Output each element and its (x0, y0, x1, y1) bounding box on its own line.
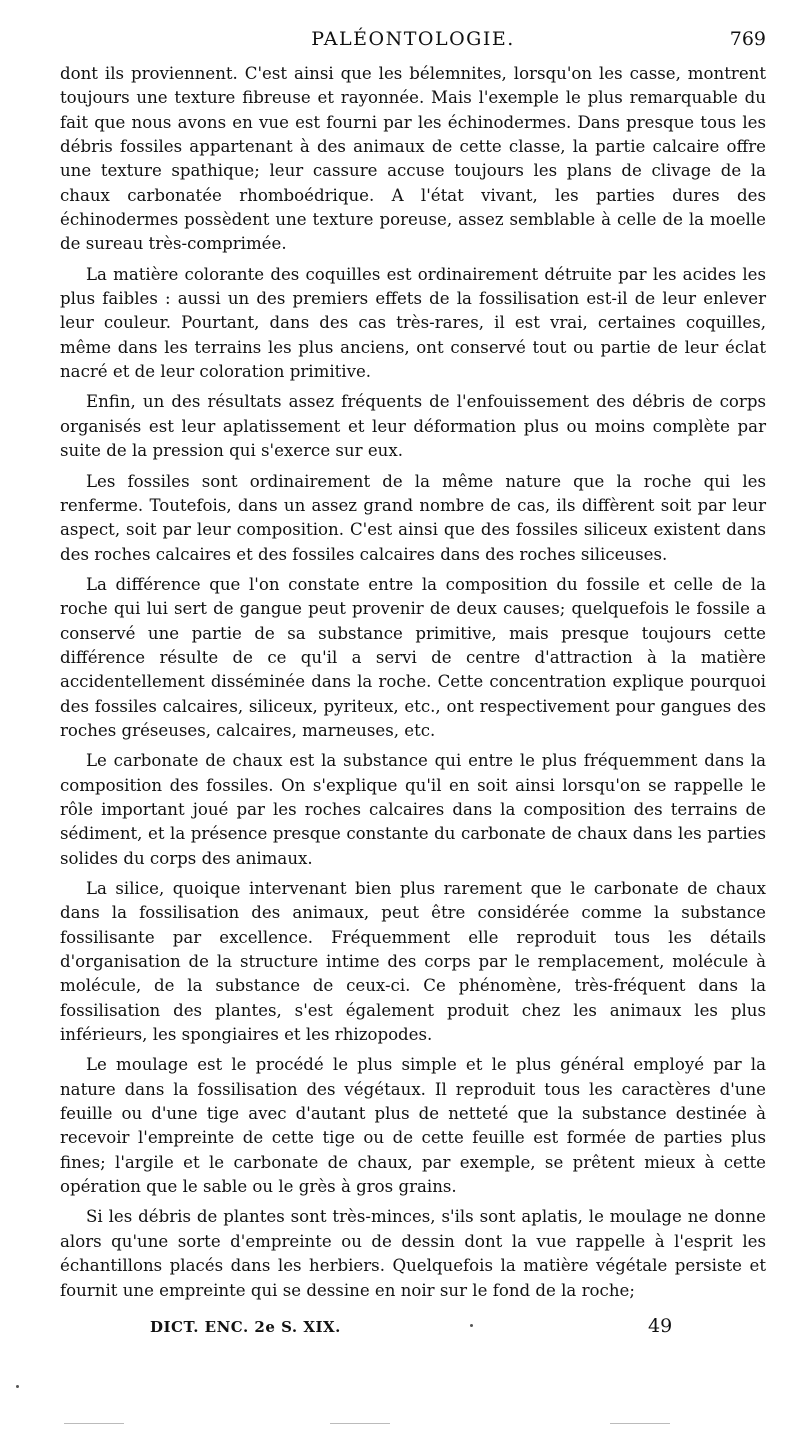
page-edge-mark (330, 1423, 390, 1424)
paragraph: Si les débris de plantes sont très-minces, s'ils sont aplatis, le moulage ne donne alors qu'une sorte d'empreinte ou de dessin dont la vue rappelle à l'esprit les échantillons placés dans les herbiers. Quelquefois la matière végétale persiste et fournit une empreinte qui se dessine en noir sur le fond de la roche; (60, 1207, 766, 1300)
paragraph: Le carbonate de chaux est la substance qui entre le plus fréquemment dans la composition des fossiles. On s'explique qu'il en soit ainsi lorsqu'on se rappelle le rôle important joué par les roches calcaires dans la composition des terrains de sédiment, et la présence presque constante du carbonate de chaux dans les parties solides du corps des animaux. (60, 751, 766, 868)
running-head (60, 28, 766, 58)
print-speck (16, 1385, 19, 1388)
signature-mark: DICT. ENC. 2e S. XIX. (150, 1318, 341, 1336)
paragraph: La silice, quoique intervenant bien plus rarement que le carbonate de chaux dans la fossilisation des animaux, peut être considérée comme la substance fossilisante par excellence. Fréquemment elle reproduit tous les détails d'organisation de la structure intime des corps par le remplacement, molécule à molécule, de la substance de ceux-ci. Ce phénomène, très-fréquent dans la fossilisation des plantes, s'est également produit chez les animaux les plus inférieurs, les spongiaires et les rhizopodes. (60, 879, 766, 1045)
sheet-number: 49 (648, 1315, 673, 1337)
paragraph: Enfin, un des résultats assez fréquents de l'enfouissement des débris de corps organisés est leur aplatissement et leur déformation plus ou moins complète par suite de la pression qui s'exerce sur eux. (60, 392, 766, 461)
paragraph: dont ils proviennent. C'est ainsi que les bélemnites, lorsqu'on les casse, montrent toujours une texture fibreuse et rayonnée. Mais l'exemple le plus remarquable du fait que nous avons en vue est fourni par les échinodermes. Dans presque tous les débris fossiles appartenant à des animaux de cette classe, la partie calcaire offre une texture spathique; leur cassure accuse toujours les plans de clivage de la chaux carbonatée rhomboédrique. A l'état vivant, les parties dures des échinodermes possèdent une texture poreuse, assez semblable à celle de la moelle de sureau très-comprimée. (60, 64, 766, 254)
paragraph: Le moulage est le procédé le plus simple et le plus général employé par la nature dans la fossilisation des végétaux. Il reproduit tous les caractères d'une feuille ou d'une tige avec d'autant plus de netteté que la substance destinée à recevoir l'empreinte de cette tige ou de cette feuille est formée de parties plus fines; l'argile et le carbonate de chaux, par exemple, se prêtent mieux à cette opération que le sable ou le grès à gros grains. (60, 1055, 766, 1197)
paragraph: La matière colorante des coquilles est ordinairement détruite par les acides les plus faibles : aussi un des premiers effets de la fossilisation est-il de leur enlever leur couleur. Pourtant, dans des cas très-rares, il est vrai, certaines coquilles, même dans les terrains les plus anciens, ont conservé tout ou partie de leur éclat nacré et de leur coloration primitive. (60, 264, 766, 382)
body-text (60, 62, 766, 1309)
page-number: 769 (729, 28, 766, 50)
page-edge-mark (64, 1423, 124, 1424)
page-footer (60, 1315, 766, 1346)
page-edge-mark (610, 1423, 670, 1424)
page-title: PALÉONTOLOGIE. (311, 28, 515, 50)
print-speck (470, 1324, 473, 1327)
paragraph: Les fossiles sont ordinairement de la même nature que la roche qui les renferme. Toutefois, dans un assez grand nombre de cas, ils diffèrent soit par leur aspect, soit par leur composition. C'est ainsi que des fossiles siliceux existent dans des roches calcaires et des fossiles calcaires dans des roches siliceuses. (60, 471, 766, 564)
paragraph: La différence que l'on constate entre la composition du fossile et celle de la roche qui lui sert de gangue peut provenir de deux causes; quelquefois le fossile a conservé une partie de sa substance primitive, mais presque toujours cette différence résulte de ce qu'il a servi de centre d'attraction à la matière accidentellement disséminée dans la roche. Cette concentration explique pourquoi des fossiles calcaires, siliceux, pyriteux, etc., ont respectivement pour gangues des roches gréseuses, calcaires, marneuses, etc. (60, 574, 766, 740)
